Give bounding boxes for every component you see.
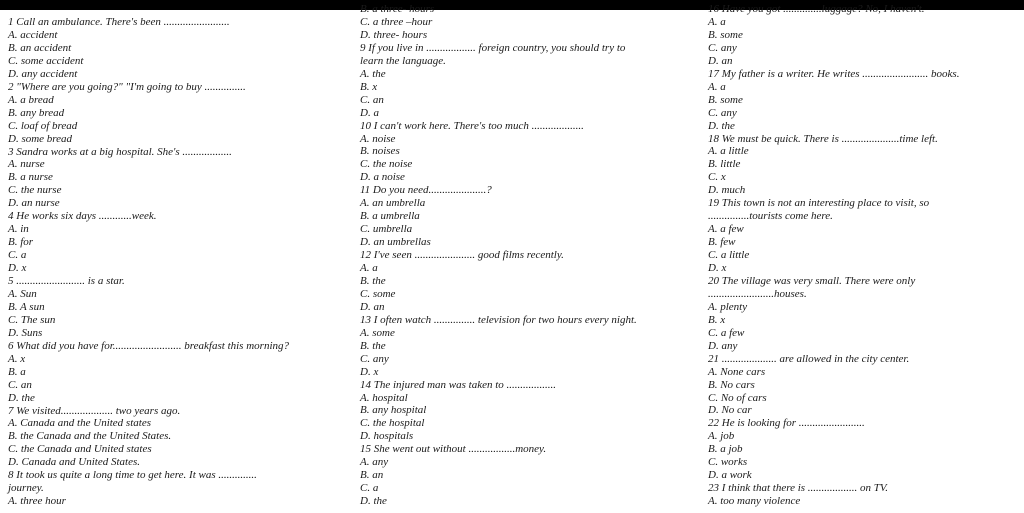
answer-option: A. accident xyxy=(8,28,58,41)
answer-option: B. the xyxy=(360,339,386,352)
answer-option: D. an xyxy=(360,300,385,313)
answer-option: A. the xyxy=(360,67,386,80)
answer-option: D. a work xyxy=(708,469,752,482)
answer-option: C. any xyxy=(708,106,737,119)
answer-option: B. few xyxy=(708,236,736,249)
answer-option: B. little xyxy=(708,158,741,171)
answer-option: B. a three- hours xyxy=(360,3,435,15)
answer-option: A. too many violence xyxy=(708,495,801,508)
answer-option: C. umbrella xyxy=(360,223,413,236)
answer-option: A. hospital xyxy=(360,391,408,404)
answer-option: B. a job xyxy=(708,443,743,456)
answer-option: D. x xyxy=(360,365,379,378)
answer-option: A. Sun xyxy=(8,287,37,300)
answer-option: A. an umbrella xyxy=(360,197,426,210)
answer-option: D. No car xyxy=(708,404,752,417)
answer-option: D. an umbrellas xyxy=(360,236,431,249)
answer-option: A. a bread xyxy=(8,93,54,106)
answer-option: B. an accident xyxy=(8,41,72,54)
question-text: 5 ......................... is a star. xyxy=(8,275,125,287)
answer-option: D. x xyxy=(708,262,727,274)
answer-option: C. a three –hour xyxy=(360,15,433,28)
answer-option: A. nurse xyxy=(8,158,45,171)
answer-option: A. plenty xyxy=(708,300,748,313)
answer-option: D. Canada and United States. xyxy=(8,456,140,469)
answer-option: C. No of cars xyxy=(708,391,767,404)
question-text: 8 It took us quite a long time to get here. It was .............. xyxy=(8,469,257,482)
answer-option: B. any bread xyxy=(8,106,65,119)
answer-option: A. a few xyxy=(708,223,744,236)
answer-option: A. a xyxy=(360,262,378,274)
answer-option: C. the nurse xyxy=(8,184,62,197)
answer-option: B. noises xyxy=(360,145,400,158)
answer-option: B. some xyxy=(708,93,743,106)
answer-option: D. three- hours xyxy=(360,28,428,41)
answer-option: A. a xyxy=(708,80,726,93)
question-text: 3 Sandra works at a big hospital. She's .................. xyxy=(8,145,232,158)
answer-option: D. an nurse xyxy=(8,197,60,210)
answer-option: B. some xyxy=(708,28,743,41)
question-text: 19 This town is not an interesting place to visit, so xyxy=(708,197,930,210)
answer-option: D. any accident xyxy=(8,67,78,80)
question-text: learn the language. xyxy=(360,54,446,67)
answer-option: D. much xyxy=(708,184,746,197)
answer-option: B. a umbrella xyxy=(360,210,420,223)
answer-option: C. a little xyxy=(708,249,750,262)
answer-option: A. a little xyxy=(708,145,749,158)
answer-option: C. a few xyxy=(708,326,745,339)
answer-option: C. any xyxy=(708,41,737,54)
answer-option: C. the noise xyxy=(360,158,413,171)
answer-option: A. Canada and the United states xyxy=(8,417,151,430)
answer-option: C. some accident xyxy=(8,54,84,67)
question-text: 14 The injured man was taken to .................. xyxy=(360,378,557,391)
answer-option: B. any hospital xyxy=(360,404,427,417)
question-text: 18 We must be quick. There is .....................time left. xyxy=(708,132,938,145)
question-text: ...............tourists come here. xyxy=(708,210,833,223)
question-text: 22 He is looking for ........................ xyxy=(708,417,865,430)
answer-option: A. x xyxy=(8,352,26,365)
answer-option: A. three hour xyxy=(8,495,66,508)
answer-option: A. any xyxy=(360,456,389,469)
answer-option: D. a noise xyxy=(360,171,405,184)
question-text: 12 I've seen ...................... good films recently. xyxy=(360,249,564,262)
question-text: 20 The village was very small. There were only xyxy=(708,274,916,287)
answer-option: C. any xyxy=(360,352,389,365)
answer-option: A. some xyxy=(360,326,395,339)
answer-option: A. noise xyxy=(360,132,396,145)
question-text: 15 She went out without .................money. xyxy=(360,443,547,456)
question-text: 7 We visited................... two years ago. xyxy=(8,404,181,417)
answer-option: B. an xyxy=(360,469,384,482)
question-text: 6 What did you have for......................... breakfast this morning? xyxy=(8,339,289,352)
answer-option: C. an xyxy=(8,378,32,391)
answer-option: B. x xyxy=(360,80,378,93)
answer-option: A. a xyxy=(708,15,726,28)
answer-option: C. the hospital xyxy=(360,417,425,430)
answer-option: B. a xyxy=(8,365,26,378)
answer-option: D. the xyxy=(360,495,387,508)
answer-option: C. loaf of bread xyxy=(8,119,78,132)
answer-option: D. the xyxy=(708,119,735,132)
answer-option: D. some bread xyxy=(8,132,73,145)
question-text: 4 He works six days ............week. xyxy=(8,210,157,223)
answer-option: A. in xyxy=(8,223,29,236)
answer-option: B. A sun xyxy=(8,300,45,313)
answer-option: C. the Canada and United states xyxy=(8,443,152,456)
question-text: 11 Do you need.....................? xyxy=(360,184,492,197)
answer-option: B. a nurse xyxy=(8,171,53,184)
answer-option: A. None cars xyxy=(708,365,766,378)
answer-option: D. Suns xyxy=(8,326,43,339)
question-text: journey. xyxy=(8,482,44,495)
answer-option: C. a xyxy=(8,249,27,262)
answer-option: C. x xyxy=(708,171,726,184)
answer-option: B. x xyxy=(708,313,726,326)
question-text: 2 "Where are you going?" "I'm going to buy ............... xyxy=(8,80,246,93)
question-text: 21 .................... are allowed in the city center. xyxy=(708,352,910,365)
question-text: ........................houses. xyxy=(708,287,807,300)
answer-option: A. job xyxy=(708,430,735,443)
answer-option: B. for xyxy=(8,236,34,249)
question-text: 13 I often watch ............... television for two hours every night. xyxy=(360,313,637,326)
answer-option: D. a xyxy=(360,106,379,119)
answer-option: B. No cars xyxy=(708,378,755,391)
answer-option: C. some xyxy=(360,287,396,300)
question-text: 17 My father is a writer. He writes ........................ books. xyxy=(708,67,960,80)
answer-option: D. the xyxy=(8,391,35,404)
question-text: 10 I can't work here. There's too much ................... xyxy=(360,119,584,132)
answer-option: D. x xyxy=(8,262,27,275)
answer-option: D. any xyxy=(708,339,738,352)
answer-option: C. a xyxy=(360,482,379,495)
answer-option: D. an xyxy=(708,54,733,67)
question-text: 1 Call an ambulance. There's been ........................ xyxy=(8,16,230,28)
answer-option: D. hospitals xyxy=(360,430,414,443)
question-text: 16 Have you got ..............luggage? No, I haven't. xyxy=(708,3,925,15)
answer-option: B. the Canada and the United States. xyxy=(8,430,172,443)
question-text: 9 If you live in .................. foreign country, you should try to xyxy=(360,41,626,54)
question-text: 23 I think that there is .................. on TV. xyxy=(708,482,888,495)
answer-option: C. an xyxy=(360,93,384,106)
answer-option: C. The sun xyxy=(8,313,56,326)
answer-option: B. the xyxy=(360,274,386,287)
answer-option: C. works xyxy=(708,456,748,469)
